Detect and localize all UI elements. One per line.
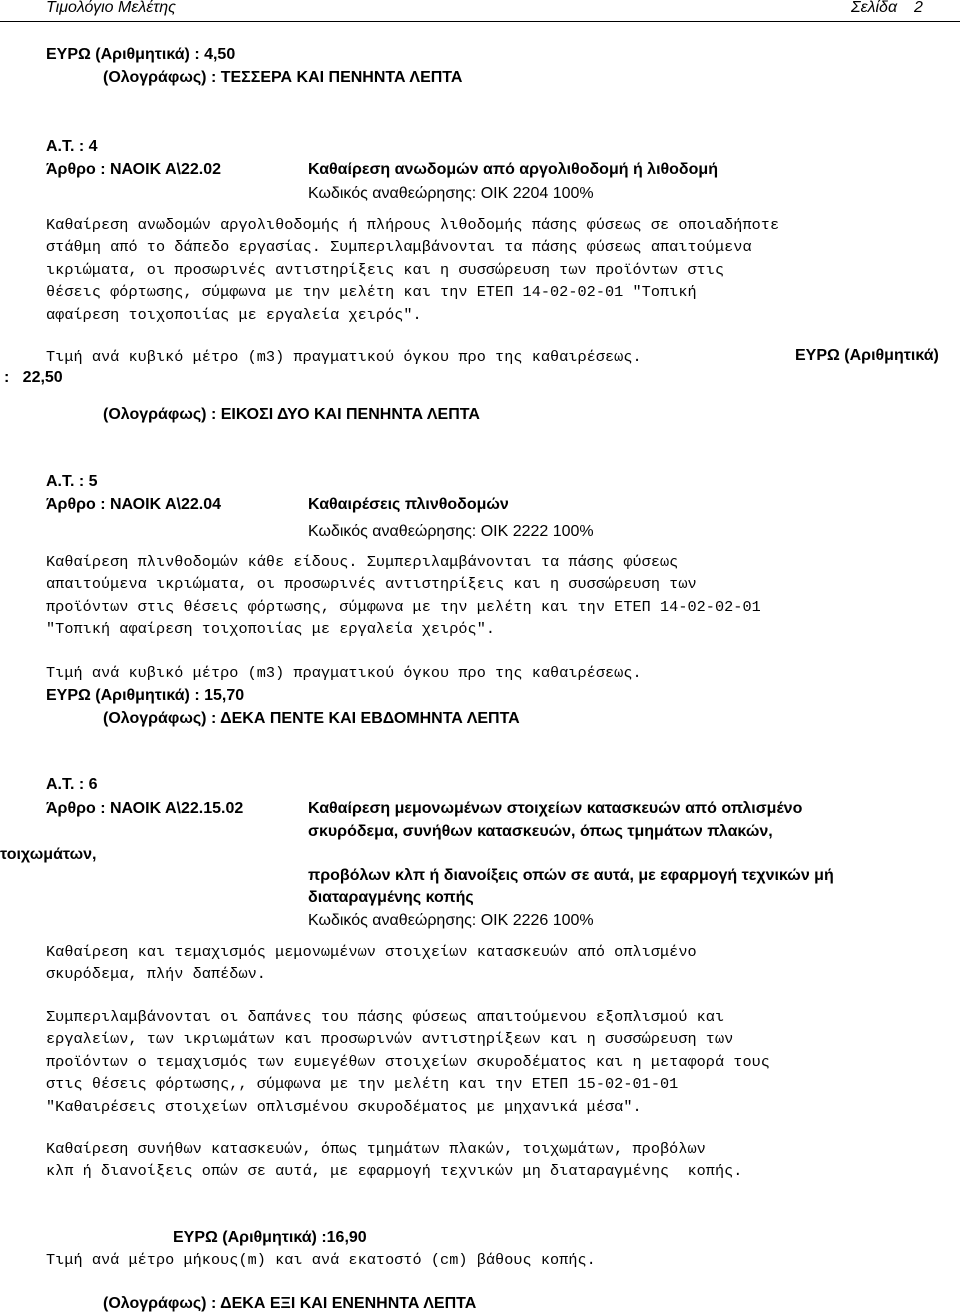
- item4-description: [46, 214, 779, 326]
- item6-title-line2: σκυρόδεμα, συνήθων κατασκευών, όπως τμημάτων πλακών,: [308, 823, 773, 840]
- top-price-words: (Ολογράφως) : ΤΕΣΣΕΡΑ ΚΑΙ ΠΕΝΗΝΤΑ ΛΕΠΤΑ: [103, 69, 463, 86]
- item6-price-words: (Ολογράφως) : ΔΕΚΑ ΕΞΙ ΚΑΙ ΕΝΕΝΗΝΤΑ ΛΕΠΤΑ: [103, 1295, 477, 1312]
- desc-line: εργαλείων, των ικριωμάτων και προσωρινών αντιστηρίξεων και η συσσώρευση των: [46, 1030, 734, 1049]
- desc-line: Καθαίρεση και τεμαχισμός μεμονωμένων στοιχείων κατασκευών από οπλισμένο: [46, 943, 697, 961]
- desc-line: στις θέσεις φόρτωσης,, σύμφωνα με την μελέτη και την ΕΤΕΠ 15-02-01-01: [46, 1075, 679, 1094]
- item4-article: Άρθρο : ΝΑΟΙΚ Α\22.02: [46, 161, 222, 178]
- item6-description-2: [46, 1006, 770, 1118]
- item5-unit: Τιμή ανά κυβικό μέτρο (m3) πραγματικού όγκου προ της καθαιρέσεως.: [46, 664, 642, 682]
- item4-at: Α.Τ. : 4: [46, 138, 98, 155]
- item6-unit: Τιμή ανά μέτρο μήκους(m) και ανά εκατοστό (cm) βάθους κοπής.: [46, 1251, 596, 1269]
- desc-line: Καθαίρεση συνήθων κατασκευών, όπως τμημάτων πλακών, τοιχωμάτων, προβόλων: [46, 1140, 706, 1158]
- desc-line: αφαίρεση τοιχοποιίας με εργαλεία χειρός".: [46, 305, 422, 324]
- item5-price-numeric: ΕΥΡΩ (Αριθμητικά) : 15,70: [46, 687, 245, 704]
- desc-line: Συμπεριλαμβάνονται οι δαπάνες του πάσης φύσεως απαιτούμενου εξοπλισμού και: [46, 1008, 725, 1026]
- desc-line: θέσεις φόρτωσης, σύμφωνα με την μελέτη και την ΕΤΕΠ 14-02-02-01 "Τοπική: [46, 283, 697, 302]
- page-number: 2: [914, 0, 923, 16]
- desc-line: σκυρόδεμα, πλήν δαπέδων.: [46, 965, 266, 984]
- desc-line: "Τοπική αφαίρεση τοιχοποιίας με εργαλεία χειρός".: [46, 620, 496, 639]
- desc-line: "Καθαιρέσεις στοιχείων οπλισμένου σκυροδέματος με μηχανικά μέσα".: [46, 1097, 642, 1116]
- desc-line: ικριώματα, οι προσωρινές αντιστηρίξεις και η συσσώρευση των προϊόντων στις: [46, 260, 725, 279]
- desc-line: Καθαίρεση ανωδομών αργολιθοδομής ή πλήρους λιθοδομής πάσης φύσεως σε οποιαδήποτε: [46, 216, 780, 234]
- item5-description: [46, 551, 761, 641]
- item5-code: Κωδικός αναθεώρησης: ΟΙΚ 2222 100%: [308, 523, 594, 540]
- item6-title-line3: προβόλων κλπ ή διανοίξεις οπών σε αυτά, με εφαρμογή τεχνικών μή: [308, 867, 834, 884]
- item5-at: Α.Τ. : 5: [46, 473, 98, 490]
- item5-article: Άρθρο : ΝΑΟΙΚ Α\22.04: [46, 496, 222, 513]
- item4-price-value: : 22,50: [4, 369, 63, 386]
- item6-description-3: [46, 1138, 742, 1183]
- header-rule: [0, 21, 960, 22]
- item6-price-numeric: ΕΥΡΩ (Αριθμητικά) :16,90: [173, 1229, 367, 1246]
- item4-code: Κωδικός αναθεώρησης: ΟΙΚ 2204 100%: [308, 185, 594, 202]
- item6-title-orphan: τοιχωμάτων,: [0, 846, 97, 863]
- item4-price-words: (Ολογράφως) : ΕΙΚΟΣΙ ΔΥΟ ΚΑΙ ΠΕΝΗΝΤΑ ΛΕΠΤΑ: [103, 406, 480, 423]
- item6-title-line4: διαταραγμένης κοπής: [308, 889, 474, 906]
- desc-line: στάθμη από το δάπεδο εργασίας. Συμπεριλαμβάνονται τα πάσης φύσεως απαιτούμενα: [46, 238, 752, 257]
- item6-article: Άρθρο : ΝΑΟΙΚ Α\22.15.02: [46, 800, 244, 817]
- desc-line: απαιτούμενα ικριώματα, οι προσωρινές αντιστηρίξεις και η συσσώρευση των: [46, 575, 697, 594]
- top-price-numeric: ΕΥΡΩ (Αριθμητικά) : 4,50: [46, 46, 236, 63]
- item4-title: Καθαίρεση ανωδομών από αργολιθοδομή ή λιθοδομή: [308, 161, 718, 178]
- desc-line: προϊόντων στις θέσεις φόρτωσης, σύμφωνα με την μελέτη και την ΕΤΕΠ 14-02-02-01: [46, 597, 761, 616]
- item6-title-line1: Καθαίρεση μεμονωμένων στοιχείων κατασκευών από οπλισμένο: [308, 800, 803, 817]
- page-label: Σελίδα: [851, 0, 898, 16]
- item5-price-words: (Ολογράφως) : ΔΕΚΑ ΠΕΝΤΕ ΚΑΙ ΕΒΔΟΜΗΝΤΑ ΛΕΠΤΑ: [103, 710, 520, 727]
- item5-title: Καθαιρέσεις πλινθοδομών: [308, 496, 509, 513]
- desc-line: Καθαίρεση πλινθοδομών κάθε είδους. Συμπεριλαμβάνονται τα πάσης φύσεως: [46, 553, 679, 571]
- header-title: Τιμολόγιο Μελέτης: [46, 0, 176, 16]
- desc-line: κλπ ή διανοίξεις οπών σε αυτά, με εφαρμογή τεχνικών μη διαταραγμένης κοπής.: [46, 1162, 743, 1181]
- item4-unit: Τιμή ανά κυβικό μέτρο (m3) πραγματικού όγκου προ της καθαιρέσεως.: [46, 348, 642, 366]
- item4-price-label: ΕΥΡΩ (Αριθμητικά): [795, 347, 939, 364]
- item6-description-1: [46, 941, 697, 986]
- item6-code: Κωδικός αναθεώρησης: ΟΙΚ 2226 100%: [308, 912, 594, 929]
- desc-line: προϊόντων ο τεμαχισμός των ευμεγέθων στοιχείων σκυροδέματος και η μεταφορά τους: [46, 1052, 770, 1071]
- item6-at: Α.Τ. : 6: [46, 776, 98, 793]
